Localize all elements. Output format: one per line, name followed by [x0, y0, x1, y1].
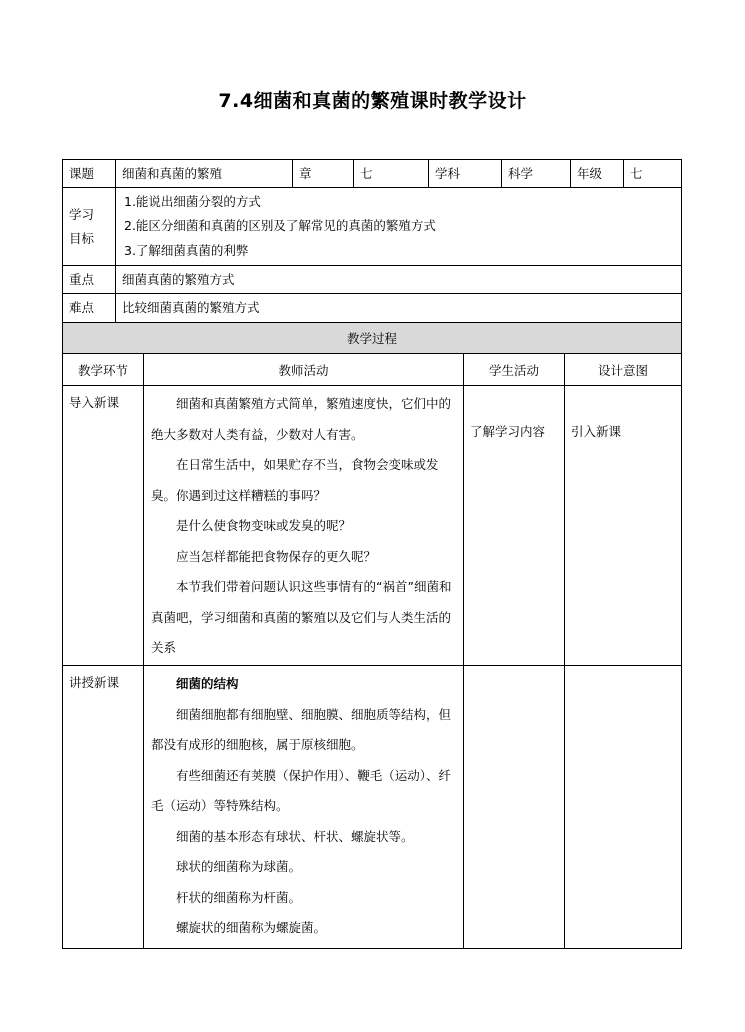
info-row-difficulty [63, 294, 682, 323]
teacher-heading: 细菌的结构 [176, 676, 239, 691]
header-student: 学生活动 [464, 354, 565, 386]
grade-label: 年级 [571, 160, 624, 188]
objective-item: 1.能说出细菌分裂的方式 [124, 193, 261, 209]
stage-cell: 讲授新课 [63, 666, 144, 949]
objective-item: 3.了解细菌真菌的利弊 [124, 242, 249, 258]
topic-value: 细菌和真菌的繁殖 [116, 160, 293, 188]
teacher-paragraph: 本节我们带着问题认识这些事情有的“祸首”细菌和真菌吧，学习细菌和真菌的繁殖以及它们与人类生活的关系 [151, 579, 452, 655]
objectives-label-line1: 学习 [69, 206, 95, 222]
student-cell [464, 666, 565, 949]
grade-value: 七 [624, 160, 682, 188]
info-row-key-point [63, 266, 682, 294]
info-row-objectives [63, 188, 682, 266]
teacher-paragraph: 应当怎样都能把食物保存的更久呢？ [176, 548, 377, 564]
subject-value: 科学 [502, 160, 571, 188]
document-title: 7.4细菌和真菌的繁殖课时教学设计 [218, 90, 527, 112]
process-header-row [63, 354, 682, 386]
header-intent: 设计意图 [565, 354, 682, 386]
teacher-paragraph: 在日常生活中，如果贮存不当，食物会变味或发臭。你遇到过这样糟糕的事吗？ [151, 457, 439, 503]
objectives-label-line2: 目标 [69, 230, 95, 246]
teacher-cell [144, 386, 464, 666]
header-stage: 教学环节 [63, 354, 144, 386]
intent-cell [565, 666, 682, 949]
process-table [62, 322, 682, 949]
topic-label: 课题 [63, 160, 116, 188]
difficulty-value: 比较细菌真菌的繁殖方式 [116, 294, 682, 323]
teacher-paragraph: 细菌和真菌繁殖方式简单，繁殖速度快，它们中的绝大多数对人类有益，少数对人有害。 [151, 396, 452, 442]
info-table [62, 159, 682, 323]
header-teacher: 教师活动 [144, 354, 464, 386]
objective-item: 2.能区分细菌和真菌的区别及了解常见的真菌的繁殖方式 [124, 218, 436, 234]
objectives-label [63, 188, 116, 266]
teacher-paragraph: 球状的细菌称为球菌。 [176, 859, 302, 874]
teacher-paragraph: 是什么使食物变味或发臭的呢？ [176, 518, 352, 533]
process-section-title: 教学过程 [63, 323, 682, 354]
difficulty-label: 难点 [63, 294, 116, 323]
chapter-label: 章 [293, 160, 354, 188]
teacher-paragraph: 螺旋状的细菌称为螺旋菌。 [176, 920, 327, 935]
key-point-label: 重点 [63, 266, 116, 294]
teacher-paragraph: 杆状的细菌称为杆菌。 [176, 889, 302, 905]
key-point-value: 细菌真菌的繁殖方式 [116, 266, 682, 294]
objectives-list [116, 188, 682, 266]
chapter-value: 七 [354, 160, 429, 188]
teacher-paragraph: 有些细菌还有荚膜（保护作用）、鞭毛（运动）、纤毛（运动）等特殊结构。 [151, 767, 452, 813]
subject-label: 学科 [429, 160, 502, 188]
teacher-paragraph: 细菌的基本形态有球状、杆状、螺旋状等。 [176, 828, 414, 844]
student-cell: 了解学习内容 [464, 386, 565, 666]
intent-cell: 引入新课 [565, 386, 682, 666]
teacher-cell [144, 666, 464, 949]
table-row [63, 666, 682, 949]
info-row-topic [63, 160, 682, 188]
table-row [63, 386, 682, 666]
stage-cell: 导入新课 [63, 386, 144, 666]
process-section-row [63, 323, 682, 354]
teacher-paragraph: 细菌细胞都有细胞壁、细胞膜、细胞质等结构，但都没有成形的细胞核，属于原核细胞。 [151, 706, 452, 752]
